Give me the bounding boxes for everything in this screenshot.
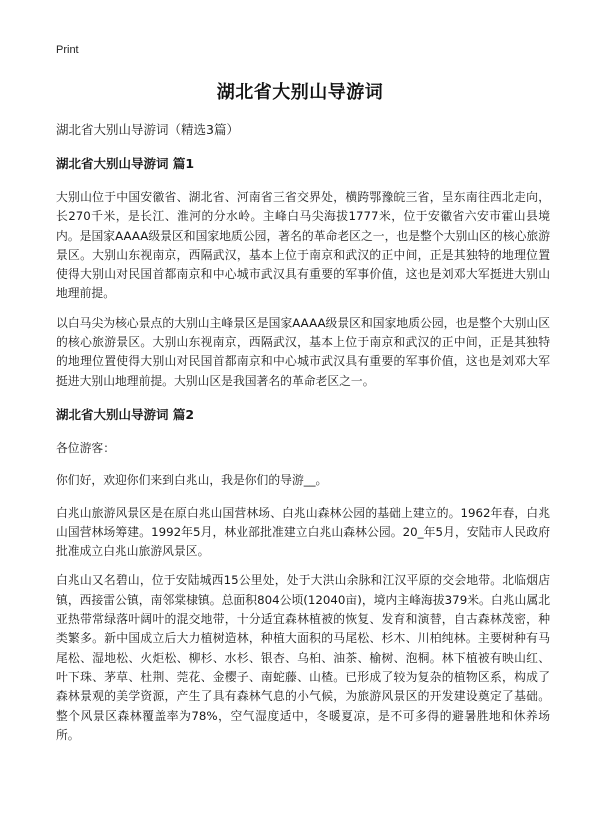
print-link[interactable]: Print: [56, 44, 79, 56]
document-body: [56, 120, 550, 755]
page-title: 湖北省大别山导游词: [216, 82, 384, 103]
section-heading: 湖北省大别山导游词 篇1: [56, 156, 195, 171]
paragraph: 你们好，欢迎你们来到白兆山，我是你们的导游__。: [56, 473, 328, 488]
paragraph: 各位游客：: [56, 440, 115, 455]
document-subtitle: 湖北省大别山导游词（精选3篇）: [56, 122, 239, 137]
section-2: [56, 405, 550, 745]
paragraph: 大别山位于中国安徽省、湖北省、河南省三省交界处，横跨鄂豫皖三省，呈东南往西北走向，长270千米，是长江、淮河的分水岭。主峰白马尖海拔1777米，位于安徽省六安市霍山县境内。是国家AAAA级景区和国家地质公园，著名的革命老区之一，也是整个大别山区的核心旅游景区。大别山东视南京，西隔武汉，基本上位于南京和武汉的正中间，正是其独特的地理位置使得大别山对民国首都南京和中心城市武汉具有重要的军事价值，这也是刘邓大军挺进大别山地理前提。: [56, 190, 550, 301]
section-heading: 湖北省大别山导游词 篇2: [56, 406, 195, 422]
paragraph: 以白马尖为核心景点的大别山主峰景区是国家AAAA级景区和国家地质公园，也是整个大别山区的核心旅游景区。大别山东视南京，西隔武汉，基本上位于南京和武汉的正中间，正是其独特的地理位置使得大别山对民国首都南京和中心城市武汉具有重要的军事价值，这也是刘邓大军挺进大别山地理前提。大别山区是我国著名的革命老区之一。: [56, 315, 550, 388]
section-1: [56, 154, 550, 391]
paragraph: 白兆山又名碧山，位于安陆城西15公里处，处于大洪山余脉和江汉平原的交会地带。北临烟店镇，西接雷公镇，南邻棠棣镇。总面积804公顷(12040亩)，境内主峰海拔379米。白兆山属北亚热带常绿落叶阔叶的混交地带，十分适宜森林植被的恢复、发育和演替，自古森林茂密，种类繁多。新中国成立后大力植树造林，种植大面积的马尾松、杉木、川柏纯林。主要树种有马尾松、湿地松、火炬松、柳杉、水杉、银杏、乌桕、油茶、榆树、泡桐。林下植被有映山红、叶下珠、茅草、杜荆、莞花、金樱子、南蛇藤、山楂。已形成了较为复杂的植物区系，构成了森林景观的美学资源，产生了具有森林气息的小气候，为旅游风景区的开发建设奠定了基础。整个风景区森林覆盖率为78%，空气湿度适中，冬暖夏凉，是不可多得的避暑胜地和休养场所。: [56, 573, 550, 742]
paragraph: 白兆山旅游风景区是在原白兆山国营林场、白兆山森林公园的基础上建立的。1962年春，白兆山国营林场筹建。1992年5月，林业部批准建立白兆山森林公园。20_年5月，安陆市人民政府批准成立白兆山旅游风景区。: [56, 505, 550, 559]
